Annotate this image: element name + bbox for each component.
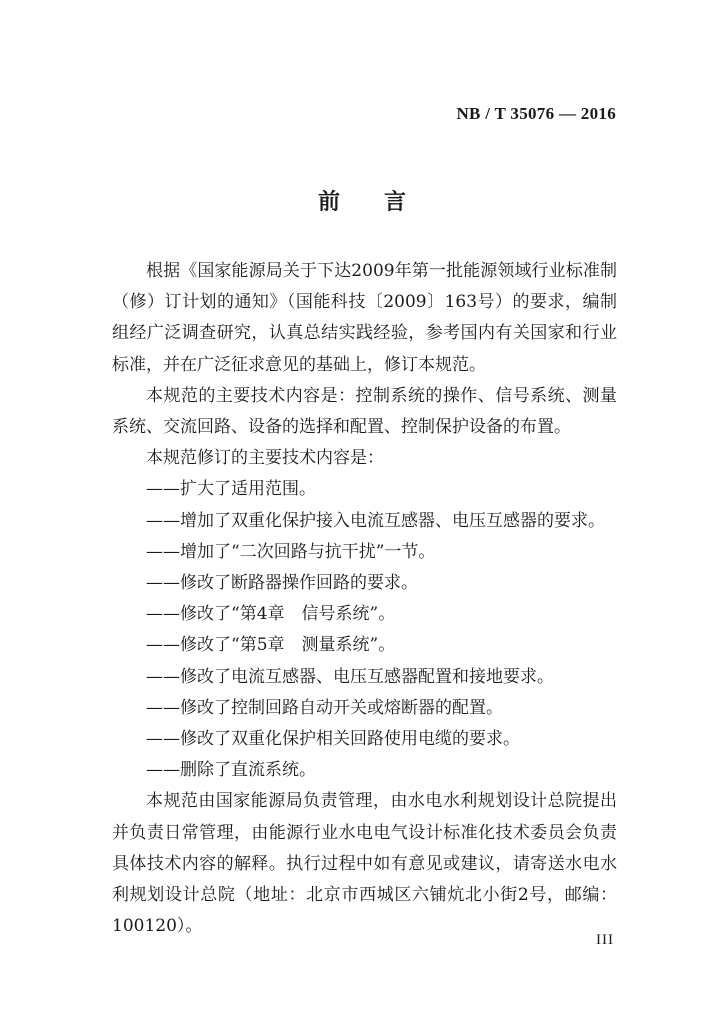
list-item: ——增加了“二次回路与抗干扰”一节。 <box>146 541 436 562</box>
list-item: ——修改了“第4章 信号系统”。 <box>146 604 396 625</box>
revision-list <box>112 474 617 786</box>
list-item: ——修改了断路器操作回路的要求。 <box>146 573 418 594</box>
page-number: III <box>596 932 614 948</box>
body-text <box>112 256 617 942</box>
list-item: ——修改了控制回路自动开关或熔断器的配置。 <box>146 697 503 718</box>
page-title: 前言 <box>317 190 450 215</box>
list-item: ——删除了直流系统。 <box>146 760 316 781</box>
intro-paragraph: 根据《国家能源局关于下达2009年第一批能源领域行业标准制（修）订计划的通知》（国能科技〔2009〕163号）的要求，编制组经广泛调查研究，认真总结实践经验，参考国内有关国家和行业标准，并在广泛征求意见的基础上，修订本规范。 <box>112 261 617 375</box>
list-item: ——增加了双重化保护接入电流互感器、电压互感器的要求。 <box>146 510 605 531</box>
standard-code: NB / T 35076 — 2016 <box>456 104 616 123</box>
list-item: ——修改了电流互感器、电压互感器配置和接地要求。 <box>146 666 554 687</box>
list-item: ——扩大了适用范围。 <box>146 479 316 500</box>
list-item: ——修改了双重化保护相关回路使用电缆的要求。 <box>146 729 520 750</box>
management-paragraph: 本规范由国家能源局负责管理，由水电水利规划设计总院提出并负责日常管理，由能源行业水电电气设计标准化技术委员会负责具体技术内容的解释。执行过程中如有意见或建议，请寄送水电水利规划设计总院（地址：北京市西城区六铺炕北小街2号，邮编：100120）。 <box>112 791 617 937</box>
revision-intro-paragraph: 本规范修订的主要技术内容是： <box>146 448 384 469</box>
main-content-paragraph: 本规范的主要技术内容是：控制系统的操作、信号系统、测量系统、交流回路、设备的选择和配置、控制保护设备的布置。 <box>112 385 617 438</box>
list-item: ——修改了“第5章 测量系统”。 <box>146 635 396 656</box>
